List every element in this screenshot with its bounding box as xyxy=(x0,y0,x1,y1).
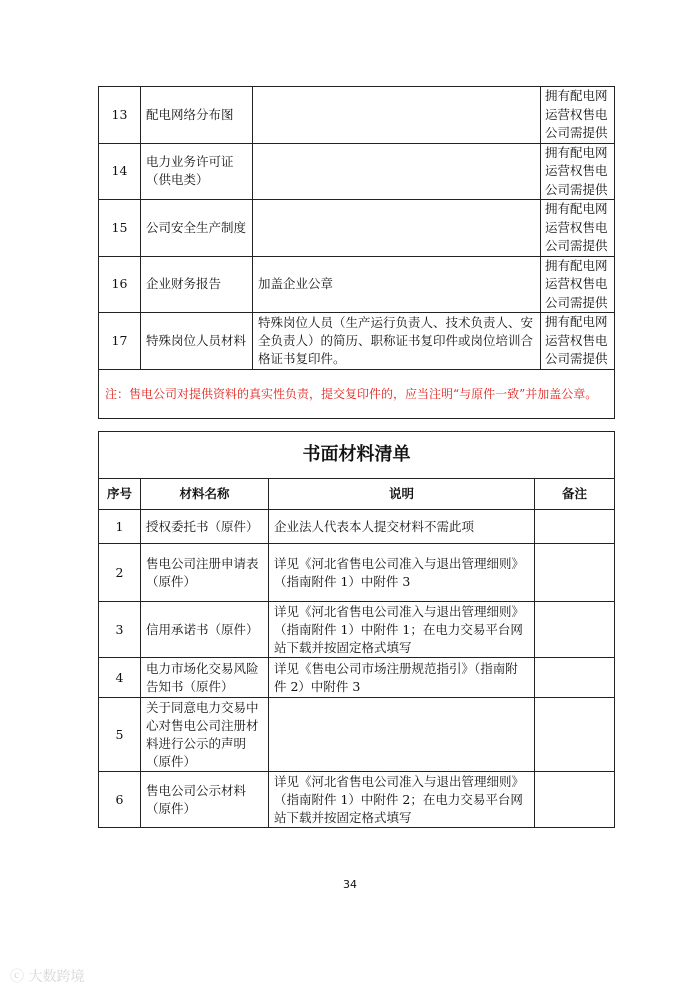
row-number: 14 xyxy=(99,143,141,200)
table-row xyxy=(99,87,615,144)
table-row xyxy=(99,544,615,602)
table-row xyxy=(99,510,615,544)
material-remark xyxy=(535,602,615,658)
material-description: 详见《售电公司市场注册规范指引》（指南附件 2）中附件 3 xyxy=(269,658,535,698)
material-description: 企业法人代表本人提交材料不需此项 xyxy=(269,510,535,544)
watermark xyxy=(10,966,84,986)
material-description: 加盖企业公章 xyxy=(253,256,541,313)
material-description xyxy=(269,698,535,772)
material-name: 售电公司注册申请表（原件） xyxy=(141,544,269,602)
header-desc: 说明 xyxy=(269,479,535,510)
header-row xyxy=(99,479,615,510)
material-name: 关于同意电力交易中心对售电公司注册材料进行公示的声明（原件） xyxy=(141,698,269,772)
material-remark: 拥有配电网运营权售电公司需提供 xyxy=(541,200,615,257)
material-name: 电力业务许可证（供电类） xyxy=(141,143,253,200)
material-description: 详见《河北省售电公司准入与退出管理细则》（指南附件 1）中附件 3 xyxy=(269,544,535,602)
material-name: 配电网络分布图 xyxy=(141,87,253,144)
material-description xyxy=(253,143,541,200)
table-row xyxy=(99,772,615,828)
material-remark: 拥有配电网运营权售电公司需提供 xyxy=(541,256,615,313)
material-remark xyxy=(535,698,615,772)
watermark-text: 大数跨境 xyxy=(28,969,85,985)
row-number: 17 xyxy=(99,313,141,370)
header-name: 材料名称 xyxy=(141,479,269,510)
table-row xyxy=(99,256,615,313)
material-name: 电力市场化交易风险告知书（原件） xyxy=(141,658,269,698)
page-number: 34 xyxy=(343,878,357,891)
material-name: 特殊岗位人员材料 xyxy=(141,313,253,370)
row-number: 5 xyxy=(99,698,141,772)
table-row xyxy=(99,698,615,772)
row-number: 15 xyxy=(99,200,141,257)
table-row xyxy=(99,658,615,698)
material-name: 信用承诺书（原件） xyxy=(141,602,269,658)
row-number: 3 xyxy=(99,602,141,658)
table-row xyxy=(99,200,615,257)
material-remark xyxy=(535,510,615,544)
row-number: 1 xyxy=(99,510,141,544)
material-remark: 拥有配电网运营权售电公司需提供 xyxy=(541,143,615,200)
material-description: 特殊岗位人员（生产运行负责人、技术负责人、安全负责人）的简历、职称证书复印件或岗位培训合格证书复印件。 xyxy=(253,313,541,370)
material-remark: 拥有配电网运营权售电公司需提供 xyxy=(541,313,615,370)
material-remark xyxy=(535,658,615,698)
table-row xyxy=(99,313,615,370)
authenticity-note: 注：售电公司对提供资料的真实性负责，提交复印件的，应当注明“与原件一致”并加盖公章。 xyxy=(99,369,615,418)
material-description xyxy=(253,200,541,257)
written-materials-table xyxy=(98,431,615,828)
header-remark: 备注 xyxy=(535,479,615,510)
row-number: 2 xyxy=(99,544,141,602)
materials-table-continued xyxy=(98,86,615,419)
title-row xyxy=(99,432,615,479)
table-row xyxy=(99,143,615,200)
material-remark: 拥有配电网运营权售电公司需提供 xyxy=(541,87,615,144)
material-description: 详见《河北省售电公司准入与退出管理细则》（指南附件 1）中附件 2；在电力交易平台网站下载并按固定格式填写 xyxy=(269,772,535,828)
row-number: 4 xyxy=(99,658,141,698)
material-name: 授权委托书（原件） xyxy=(141,510,269,544)
table-title: 书面材料清单 xyxy=(99,432,615,479)
material-name: 企业财务报告 xyxy=(141,256,253,313)
row-number: 13 xyxy=(99,87,141,144)
material-name: 售电公司公示材料（原件） xyxy=(141,772,269,828)
row-number: 16 xyxy=(99,256,141,313)
material-description: 详见《河北省售电公司准入与退出管理细则》（指南附件 1）中附件 1；在电力交易平台网站下载并按固定格式填写 xyxy=(269,602,535,658)
material-name: 公司安全生产制度 xyxy=(141,200,253,257)
material-remark xyxy=(535,772,615,828)
watermark-icon: ⓒ xyxy=(10,969,29,985)
row-number: 6 xyxy=(99,772,141,828)
material-description xyxy=(253,87,541,144)
material-remark xyxy=(535,544,615,602)
header-no: 序号 xyxy=(99,479,141,510)
note-row xyxy=(99,369,615,418)
table-row xyxy=(99,602,615,658)
